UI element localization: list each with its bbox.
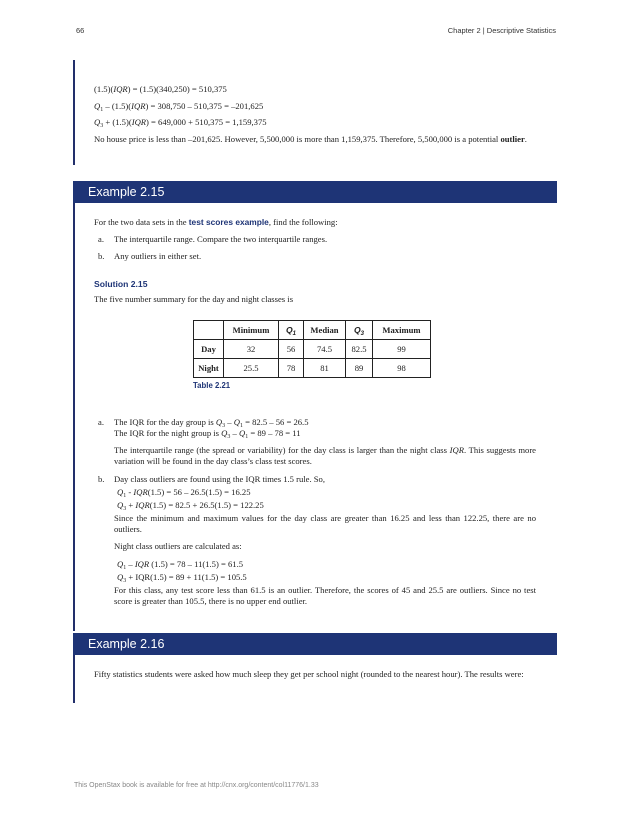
row-label: Day — [194, 340, 224, 359]
night-outlier-intro: Night class outliers are calculated as: — [114, 541, 242, 551]
table-cell: 99 — [373, 340, 431, 359]
iqr-calc-line: (1.5)(IQR) = (1.5)(340,250) = 510,375 — [94, 84, 227, 94]
col-maximum: Maximum — [373, 321, 431, 340]
row-label: Night — [194, 359, 224, 378]
part-a-night-iqr: The IQR for the night group is $Q_3 - Q_1 = 89 - 78 = 11$ — [114, 428, 301, 440]
table-cell: 32 — [224, 340, 279, 359]
table-header-row — [194, 321, 431, 340]
table-cell: 25.5 — [224, 359, 279, 378]
table-cell: 56 — [279, 340, 304, 359]
col-q3: $Q_3$ — [346, 321, 373, 340]
day-upper-fence: $Q_3 + IQR(1.5) = 82.5 + 26.5(1.5) = 122.25$ — [117, 500, 264, 512]
test-scores-link[interactable]: test scores example — [188, 217, 269, 227]
lower-fence-line: $Q_1 - (1.5)(IQR) = 308,750 - 510,375 = -201,625$ — [94, 101, 264, 113]
part-b-intro: b. Day class outliers are found using the IQR times 1.5 rule. So, — [98, 474, 325, 484]
solution-intro: The five number summary for the day and night classes is — [94, 294, 294, 304]
example-side-bar — [73, 60, 75, 165]
example-side-bar — [73, 655, 75, 703]
part-a-comparison: The interquartile range (the spread or variability) for the day class is larger than the night class IQR. This suggests more variation will be found in the day class’s class test scores. — [114, 445, 536, 466]
example-intro: For the two data sets in the test scores example, find the following: — [94, 217, 338, 227]
list-item: b. Any outliers in either set. — [98, 251, 202, 261]
day-lower-fence: $Q_1 - IQR(1.5) = 56 - 26.5(1.5) = 16.25$ — [117, 487, 251, 499]
col-q1: $Q_1$ — [279, 321, 304, 340]
corner-cell — [194, 321, 224, 340]
table-cell: 78 — [279, 359, 304, 378]
chapter-title: Chapter 2 | Descriptive Statistics — [447, 26, 556, 35]
table-row — [194, 340, 431, 359]
five-number-summary-table — [193, 320, 431, 378]
day-outlier-conclusion: Since the minimum and maximum values for the day class are greater than 16.25 and less than 122.25, there are no outliers. — [114, 513, 536, 534]
table-cell: 81 — [304, 359, 346, 378]
example-side-bar — [73, 203, 75, 631]
page-number: 66 — [76, 26, 85, 35]
col-minimum: Minimum — [224, 321, 279, 340]
upper-fence-line: $Q_3 + (1.5)(IQR) = 649,000 + 510,375 = 1,159,375$ — [94, 117, 267, 129]
col-median: Median — [304, 321, 346, 340]
table-cell: 74.5 — [304, 340, 346, 359]
table-cell: 89 — [346, 359, 373, 378]
night-outlier-conclusion: For this class, any test score less than 61.5 is an outlier. Therefore, the scores of 45 and 25.5 are outliers. Since no test score is greater than 105.5, there is no upper end outlier. — [114, 585, 536, 606]
solution-heading: Solution 2.15 — [94, 279, 148, 289]
example-intro: Fifty statistics students were asked how much sleep they get per school night (rounded to the nearest hour). The results were: — [94, 669, 524, 679]
part-a-day-iqr: a. The IQR for the day group is $Q_3 - Q_1 = 82.5 - 56 = 26.5$ — [98, 417, 309, 429]
example-banner: Example 2.16 — [73, 633, 557, 655]
night-upper-fence: $Q_3 + IQR(1.5) = 89 + 11(1.5) = 105.5$ — [117, 572, 247, 584]
night-lower-fence: $Q_1$ – IQR (1.5) = 78 – 11(1.5) = 61.5 — [117, 559, 244, 571]
table-caption: Table 2.21 — [193, 381, 231, 390]
footer-note: This OpenStax book is available for free at http://cnx.org/content/col11776/1.33 — [74, 782, 319, 789]
table-cell: 98 — [373, 359, 431, 378]
table-cell: 82.5 — [346, 340, 373, 359]
example-banner: Example 2.15 — [73, 181, 557, 203]
list-item: a. The interquartile range. Compare the two interquartile ranges. — [98, 234, 328, 244]
table-row — [194, 359, 431, 378]
outlier-conclusion: No house price is less than –201,625. However, 5,500,000 is more than 1,159,375. Therefore, 5,500,000 is a potential outlier. — [94, 134, 527, 144]
